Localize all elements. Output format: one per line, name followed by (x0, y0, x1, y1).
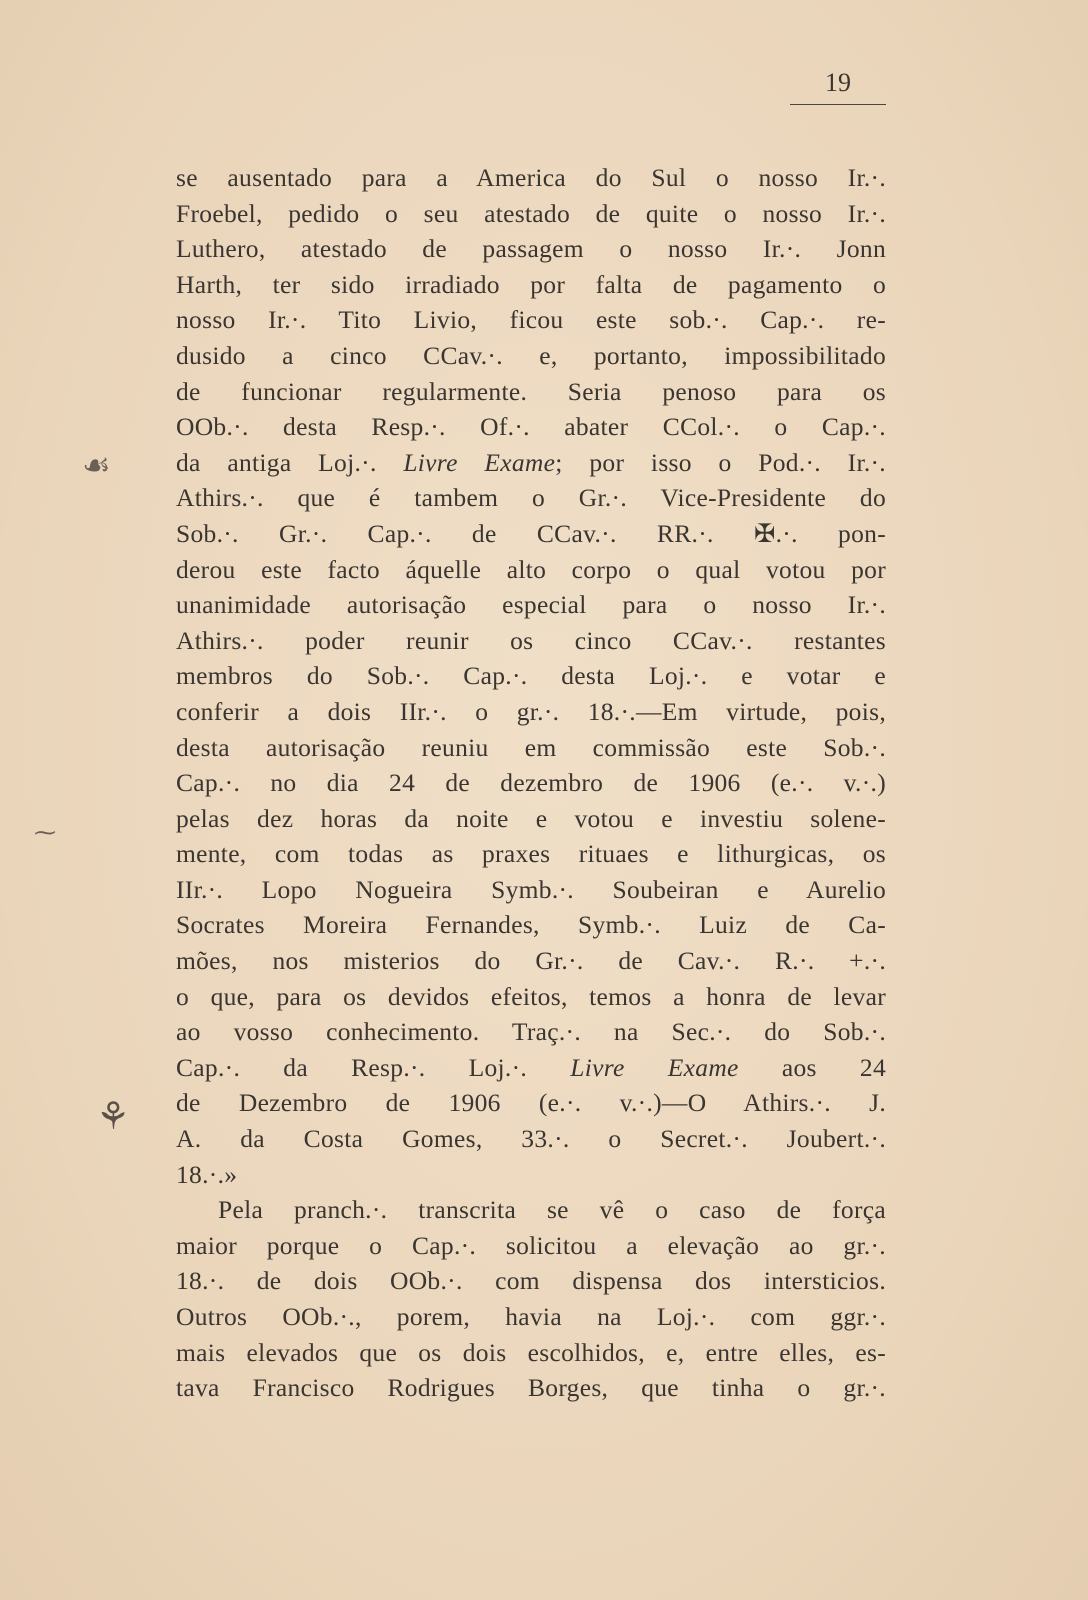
text-line: Outros OOb.·., porem, havia na Loj.·. com ggr.·. (176, 1302, 886, 1331)
text-line: Athirs.·. poder reunir os cinco CCav.·. restantes (176, 625, 886, 655)
text-line: Sob.·. Gr.·. Cap.·. de CCav.·. RR.·. ✠.·. pon- (176, 518, 886, 548)
text-line: maior porque o Cap.·. solicitou a elevação ao gr.·. (176, 1230, 886, 1260)
text-line: dusido a cinco CCav.·. e, portanto, impossibilitado (176, 340, 886, 370)
text-line: Luthero, atestado de passagem o nosso Ir.·. Jonn (176, 234, 886, 264)
text-line: derou este facto áquelle alto corpo o qual votou por (176, 554, 886, 584)
text-line: mais elevados que os dois escolhidos, e, entre elles, es- (176, 1337, 886, 1367)
text-line: Athirs.·. que é tambem o Gr.·. Vice-Presidente do (176, 483, 886, 513)
text-line: desta autorisação reuniu em commissão este Sob.·. (176, 732, 886, 762)
lodge-name: Livre Exame (403, 447, 556, 477)
text-line: se ausentado para a America do Sul o nosso Ir.·. (176, 163, 886, 192)
text-line: 18.·.» (176, 1159, 238, 1189)
text-line: Cap.·. no dia 24 de dezembro de 1906 (e.·. v.·.) (176, 768, 886, 798)
margin-ink-mark: ⁓ (34, 820, 56, 845)
text-line: o que, para os devidos efeitos, temos a honra de levar (176, 981, 886, 1011)
text-line: Harth, ter sido irradiado por falta de pagamento o (176, 269, 886, 299)
page-number: 19 (790, 68, 886, 105)
lodge-name: Livre Exame (570, 1052, 739, 1082)
text-line: Socrates Moreira Fernandes, Symb.·. Luiz de Ca- (176, 910, 886, 940)
body-text (176, 160, 886, 1406)
margin-ink-mark: ☙ (82, 447, 111, 483)
margin-ink-mark: ⚘ (96, 1096, 131, 1138)
text-line: IIr.·. Lopo Nogueira Symb.·. Soubeiran e Aurelio (176, 874, 886, 904)
text-line: A. da Costa Gomes, 33.·. o Secret.·. Joubert.·. (176, 1124, 886, 1154)
text-line: de funcionar regularmente. Seria penoso para os (176, 376, 886, 406)
text-line: nosso Ir.·. Tito Livio, ficou este sob.·. Cap.·. re- (176, 305, 886, 335)
text-line: pelas dez horas da noite e votou e investiu solene- (176, 803, 886, 833)
text-line: ao vosso conhecimento. Traç.·. na Sec.·. do Sob.·. (176, 1017, 886, 1047)
text-line: de Dezembro de 1906 (e.·. v.·.)—O Athirs.·. J. (176, 1088, 886, 1118)
text-line: mões, nos misterios do Gr.·. de Cav.·. R.·. +.·. (176, 946, 886, 976)
text-line: Pela pranch.·. transcrita se vê o caso de força (218, 1195, 886, 1225)
text-line: unanimidade autorisação especial para o nosso Ir.·. (176, 590, 886, 620)
text-line: 18.·. de dois OOb.·. com dispensa dos intersticios. (176, 1266, 886, 1296)
text-line: mente, com todas as praxes rituaes e lithurgicas, os (176, 839, 886, 869)
text-line: membros do Sob.·. Cap.·. desta Loj.·. e votar e (176, 661, 886, 691)
text-line: OOb.·. desta Resp.·. Of.·. abater CCol.·. o Cap.·. (176, 412, 886, 442)
text-line: Cap.·. da Resp.·. Loj.·. Livre Exame aos 24 (176, 1052, 887, 1082)
text-line: conferir a dois IIr.·. o gr.·. 18.·.—Em virtude, pois, (176, 696, 886, 726)
text-line: da antiga Loj.·. Livre Exame; por isso o Pod.·. Ir.·. (176, 447, 886, 477)
text-line: tava Francisco Rodrigues Borges, que tinha o gr.·. (176, 1373, 886, 1403)
text-line: Froebel, pedido o seu atestado de quite o nosso Ir.·. (176, 198, 886, 228)
